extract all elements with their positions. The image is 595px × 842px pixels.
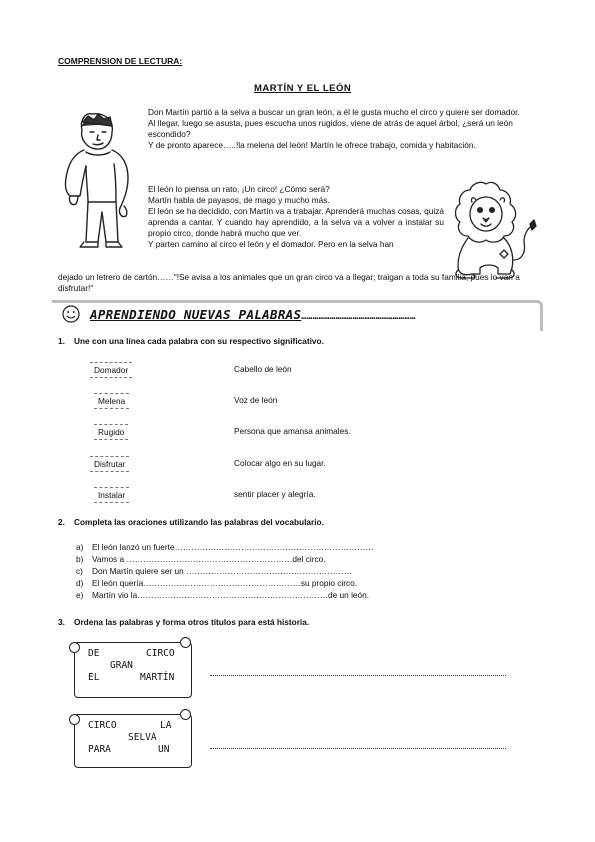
sentence-text: El león quería…………………………………………………su propio circo. [92,578,358,588]
question-number: 3. [58,617,65,627]
question-text: Une con una línea cada palabra con su respectivo significativo. [74,336,324,346]
story-intro [148,107,540,151]
vocab-word-melena[interactable]: Melena [94,393,129,409]
story-paragraph: El león lo piensa un rato, ¡Un circo! ¿Cómo será? [148,184,330,194]
scroll-word: LA [160,720,172,731]
sentence-item[interactable] [76,578,357,588]
scroll-word: SELVA [128,732,157,743]
sentence-text: El león lanzó un fuerte……………………………………………………………… [92,542,374,552]
story-paragraph: El león se ha decidido, con Martín va a trabajar. Aprenderá muchas cosas, quizá aprenda a cantar. Y cuando hay aprendido, a la selva va a volver a instalar su propio circo, donde habrá mucho que ver. [148,206,444,238]
scroll-word: PARA [88,744,111,755]
sentence-item[interactable] [76,566,352,576]
sentence-text: Vamos a ……………………………………………………del circo. [92,554,326,564]
sentence-label: a) [76,542,84,552]
sentence-label: d) [76,578,84,588]
answer-line[interactable] [210,748,506,749]
sentence-item[interactable] [76,590,369,600]
vocab-word-rugido[interactable]: Rugido [94,424,128,440]
sentence-item[interactable] [76,542,374,552]
question-3 [58,617,309,627]
lion-illustration [450,178,542,282]
story-paragraph: Y parten camino al circo el león y el domador. Pero en la selva han [148,239,394,249]
scroll-word: CIRCO [146,648,175,659]
scroll-word: EL [88,672,100,683]
question-1 [58,336,324,346]
smiley-face-icon [62,305,80,323]
story-paragraph: Martín habla de payasos, de mago y mucho más. [148,195,330,205]
sentence-item[interactable] [76,554,326,564]
man-illustration [58,108,142,248]
story-middle [148,184,444,250]
scroll-curl-icon [69,642,80,653]
sentence-text: Don Martín quiere ser un …………………………………………………… [92,566,353,576]
sentence-label: c) [76,566,83,576]
sentence-text: Martín vio la……………………………………………………………de un león. [92,590,370,600]
question-number: 2. [58,517,65,527]
section-heading: COMPRENSION DE LECTURA: [58,56,183,66]
story-paragraph: Y de pronto aparece…..!la melena del león! Martín le ofrece trabajo, comida y habitación. [148,140,476,150]
banner-title-text: APRENDIENDO NUEVAS PALABRAS [90,307,302,322]
scroll-word: UN [158,744,170,755]
scroll-curl-icon [180,637,191,648]
meaning-item[interactable]: Persona que amansa animales. [234,426,351,436]
vocab-word-disfrutar[interactable]: Disfrutar [90,456,129,472]
scroll-word: MARTÍN [140,672,175,683]
meaning-item[interactable]: Voz de león [234,395,278,405]
story-paragraph: Al llegar, luego se asusta, pues escucha unos rugidos, viene de atrás de aquel árbol, ¿será un león escondido? [148,118,513,139]
vocab-word-domador[interactable]: Domador [90,362,132,378]
scroll-word: GRAN [110,660,133,671]
question-text: Completa las oraciones utilizando las palabras del vocabulario. [74,517,324,527]
answer-line[interactable] [210,675,506,676]
scroll-curl-icon [180,709,191,720]
meaning-item[interactable]: Cabello de león [234,364,292,374]
sentence-label: b) [76,554,84,564]
question-2 [58,517,324,527]
question-number: 1. [58,336,65,346]
meaning-item[interactable]: sentir placer y alegría. [234,489,316,499]
story-title: MARTÍN Y EL LEÓN [254,83,352,94]
meaning-item[interactable]: Colocar algo en su lugar. [234,458,326,468]
vocab-word-instalar[interactable]: Instalar [94,487,129,503]
scroll-word: CIRCO [88,720,117,731]
question-text: Ordena las palabras y forma otros títulos para está historia. [74,617,310,627]
story-paragraph: Don Martín partió a la selva a buscar un gran león, a él le gusta mucho el circo y quiere ser domador. [148,107,520,117]
sentence-label: e) [76,590,84,600]
story-paragraph: dejado un letrero de cartón……"!Se avisa a los animales que un gran circo va a llegar; traigan a toda su familia, pues lo van a disfrutar!" [58,272,520,293]
scroll-word: DE [88,648,100,659]
scroll-curl-icon [69,714,80,725]
banner-dots: …………………………………………………… [301,312,416,322]
banner-title [90,307,416,322]
